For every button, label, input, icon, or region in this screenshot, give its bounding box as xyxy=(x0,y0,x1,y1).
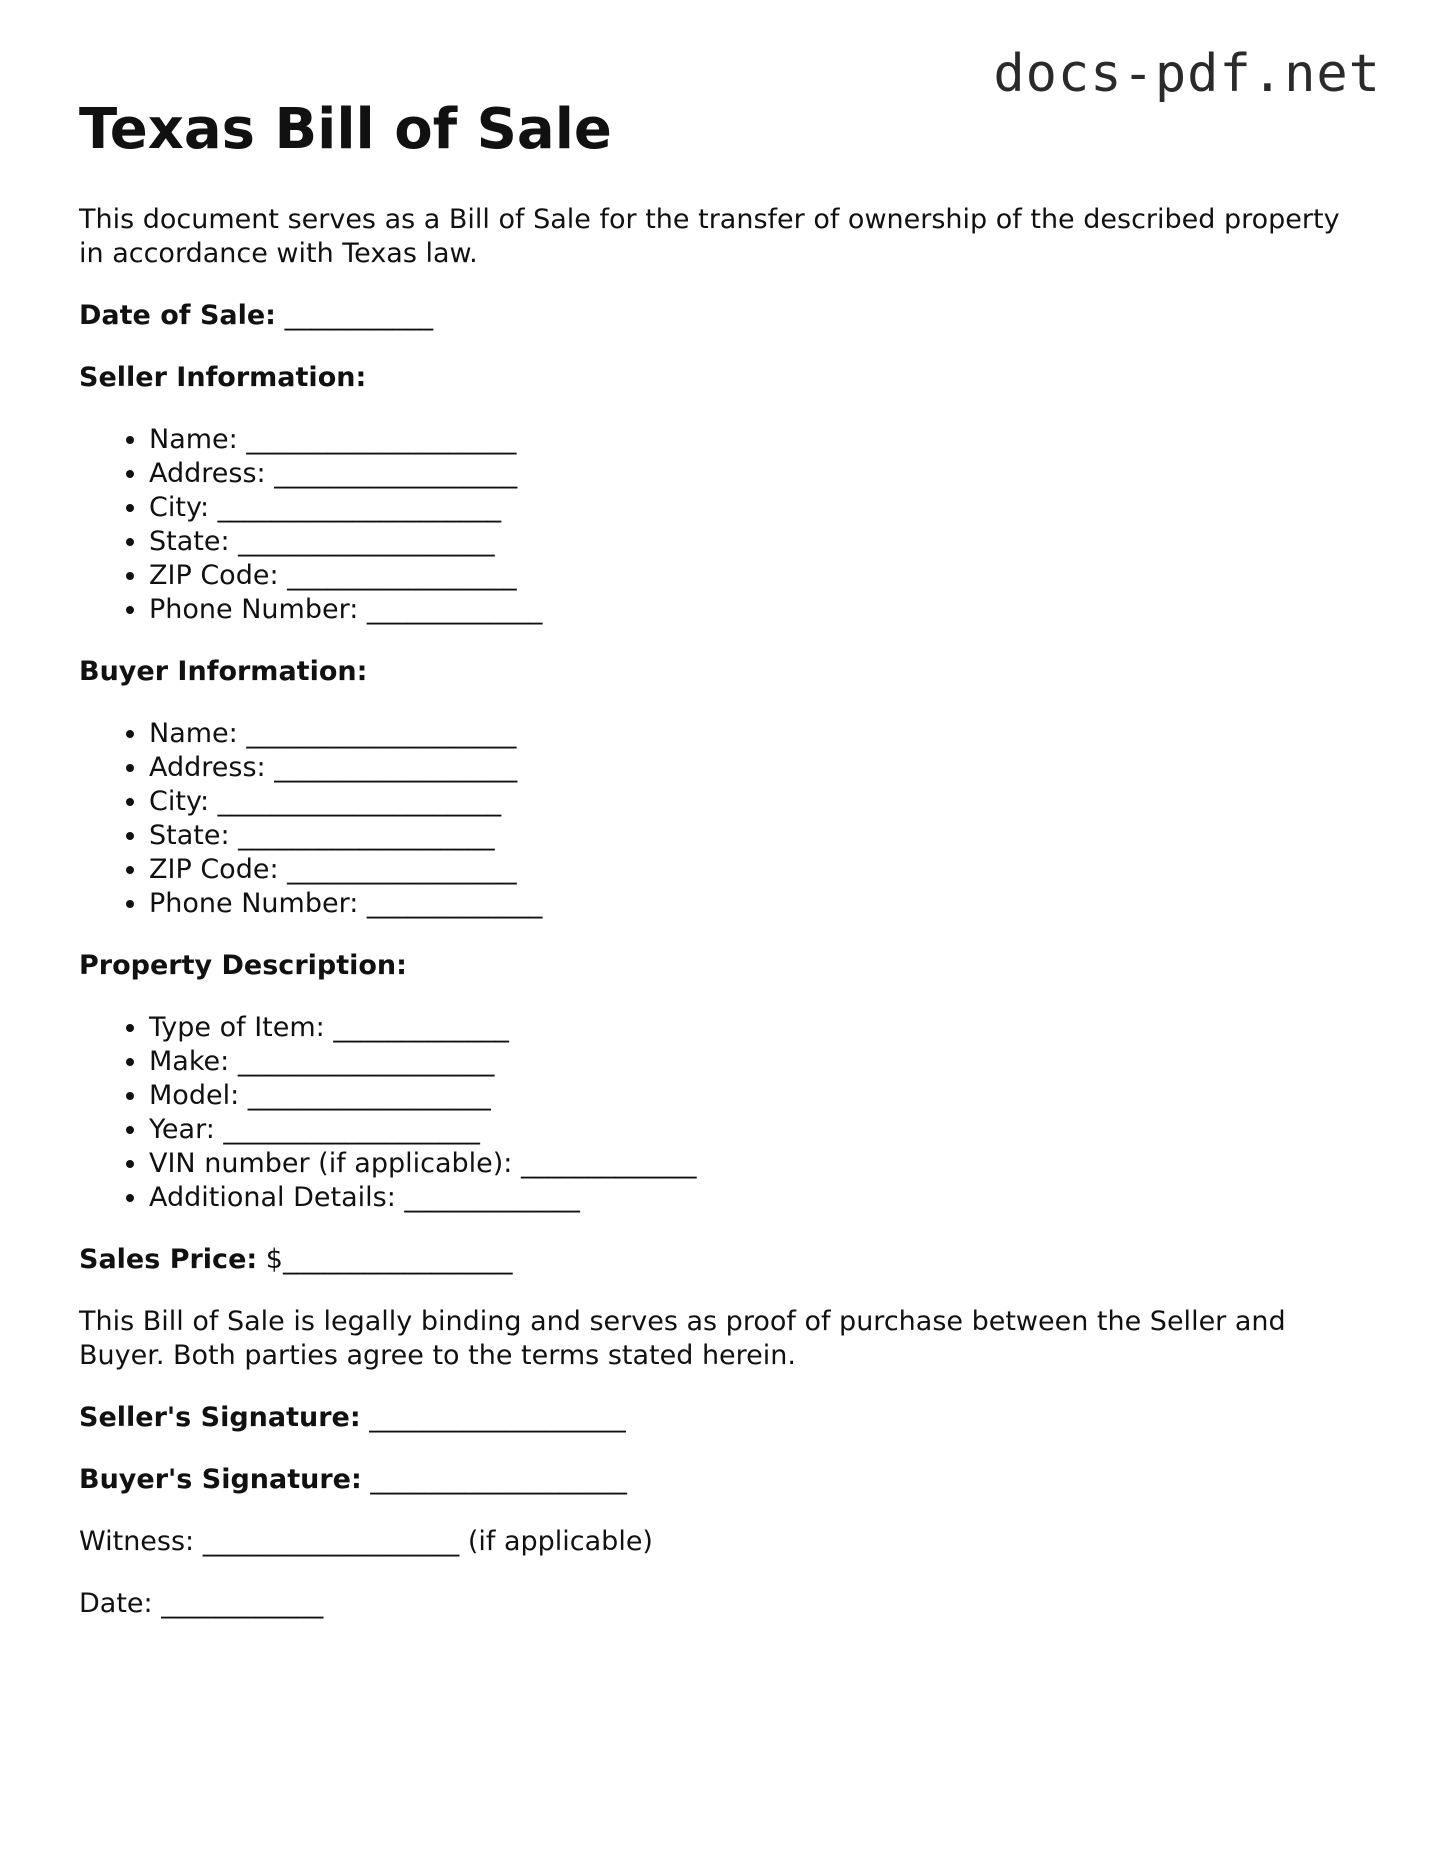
seller-address-item xyxy=(149,457,1369,491)
buyer-section-title: Buyer Information: xyxy=(79,656,368,688)
field-blank: _____________ xyxy=(404,1182,580,1214)
binding-paragraph: This Bill of Sale is legally binding and serves as proof of purchase between the Seller and Buyer. Both parties agree to the terms stated herein. xyxy=(79,1306,1286,1372)
seller-name-item xyxy=(149,423,1369,457)
field-label: Make: xyxy=(149,1046,230,1078)
seller-state-item xyxy=(149,525,1369,559)
buyer-state-item xyxy=(149,819,1369,853)
buyer-zip-item xyxy=(149,853,1369,887)
seller-signature-blank: ___________________ xyxy=(369,1402,626,1434)
field-blank: _________________ xyxy=(287,854,517,886)
seller-phone-item xyxy=(149,593,1369,627)
field-blank: _____________ xyxy=(333,1012,509,1044)
buyer-signature-blank: ___________________ xyxy=(370,1464,627,1496)
date-of-sale-line xyxy=(79,299,1369,333)
sales-price-line xyxy=(79,1243,1369,1277)
field-label: Address: xyxy=(149,458,266,490)
field-blank: ____________________ xyxy=(246,718,517,750)
field-blank: _____________________ xyxy=(217,786,502,818)
property-section-title: Property Description: xyxy=(79,950,407,982)
field-label: City: xyxy=(149,492,210,524)
seller-signature-line xyxy=(79,1401,1369,1435)
field-label: Address: xyxy=(149,752,266,784)
field-label: Model: xyxy=(149,1080,240,1112)
intro-paragraph: This document serves as a Bill of Sale for the transfer of ownership of the described property in accordance with Texas law. xyxy=(79,204,1340,270)
watermark: docs-pdf.net xyxy=(993,44,1381,104)
field-blank: _____________ xyxy=(521,1148,697,1180)
witness-blank: ___________________ xyxy=(202,1526,460,1558)
seller-city-item xyxy=(149,491,1369,525)
date-of-sale-blank: ___________ xyxy=(284,300,434,332)
date-of-sale-label: Date of Sale: xyxy=(79,300,276,332)
field-label: Phone Number: xyxy=(149,888,359,920)
field-label: Name: xyxy=(149,718,238,750)
seller-section-title: Seller Information: xyxy=(79,362,367,394)
field-blank: ___________________ xyxy=(223,1114,480,1146)
date-label: Date: xyxy=(79,1588,153,1620)
field-blank: _________________ xyxy=(287,560,517,592)
field-blank: __________________ xyxy=(274,752,518,784)
witness-suffix: (if applicable) xyxy=(467,1526,653,1558)
witness-label: Witness: xyxy=(79,1526,195,1558)
field-label: Year: xyxy=(149,1114,215,1146)
page-title: Texas Bill of Sale xyxy=(79,97,612,162)
field-label: ZIP Code: xyxy=(149,560,279,592)
field-label: Name: xyxy=(149,424,238,456)
buyer-address-item xyxy=(149,751,1369,785)
buyer-phone-item xyxy=(149,887,1369,921)
property-make-item xyxy=(149,1045,1369,1079)
field-blank: _____________ xyxy=(366,594,543,626)
document-page xyxy=(79,96,1369,1621)
field-label: City: xyxy=(149,786,210,818)
field-blank: _____________________ xyxy=(217,492,502,524)
buyer-name-item xyxy=(149,717,1369,751)
seller-zip-item xyxy=(149,559,1369,593)
field-blank: ____________________ xyxy=(246,424,517,456)
field-blank: ___________________ xyxy=(238,526,495,558)
field-blank: ___________________ xyxy=(237,1046,495,1078)
property-vin-item xyxy=(149,1147,1369,1181)
field-blank: __________________ xyxy=(274,458,518,490)
field-blank: __________________ xyxy=(247,1080,491,1112)
field-label: Additional Details: xyxy=(149,1182,396,1214)
date-line xyxy=(79,1587,1369,1621)
seller-signature-label: Seller's Signature: xyxy=(79,1402,361,1434)
field-blank: ___________________ xyxy=(238,820,495,852)
sales-price-blank: $_________________ xyxy=(265,1244,513,1276)
witness-line xyxy=(79,1525,1369,1559)
property-details-item xyxy=(149,1181,1369,1215)
buyer-field-list xyxy=(79,717,1369,921)
field-label: Type of Item: xyxy=(149,1012,325,1044)
buyer-signature-label: Buyer's Signature: xyxy=(79,1464,362,1496)
property-model-item xyxy=(149,1079,1369,1113)
property-year-item xyxy=(149,1113,1369,1147)
field-label: VIN number (if applicable): xyxy=(149,1148,513,1180)
sales-price-label: Sales Price: xyxy=(79,1244,258,1276)
property-type-item xyxy=(149,1011,1369,1045)
field-label: State: xyxy=(149,820,230,852)
field-blank: _____________ xyxy=(366,888,543,920)
seller-field-list xyxy=(79,423,1369,627)
field-label: ZIP Code: xyxy=(149,854,279,886)
date-blank: ____________ xyxy=(161,1588,324,1620)
field-label: State: xyxy=(149,526,230,558)
property-field-list xyxy=(79,1011,1369,1215)
field-label: Phone Number: xyxy=(149,594,359,626)
buyer-city-item xyxy=(149,785,1369,819)
buyer-signature-line xyxy=(79,1463,1369,1497)
